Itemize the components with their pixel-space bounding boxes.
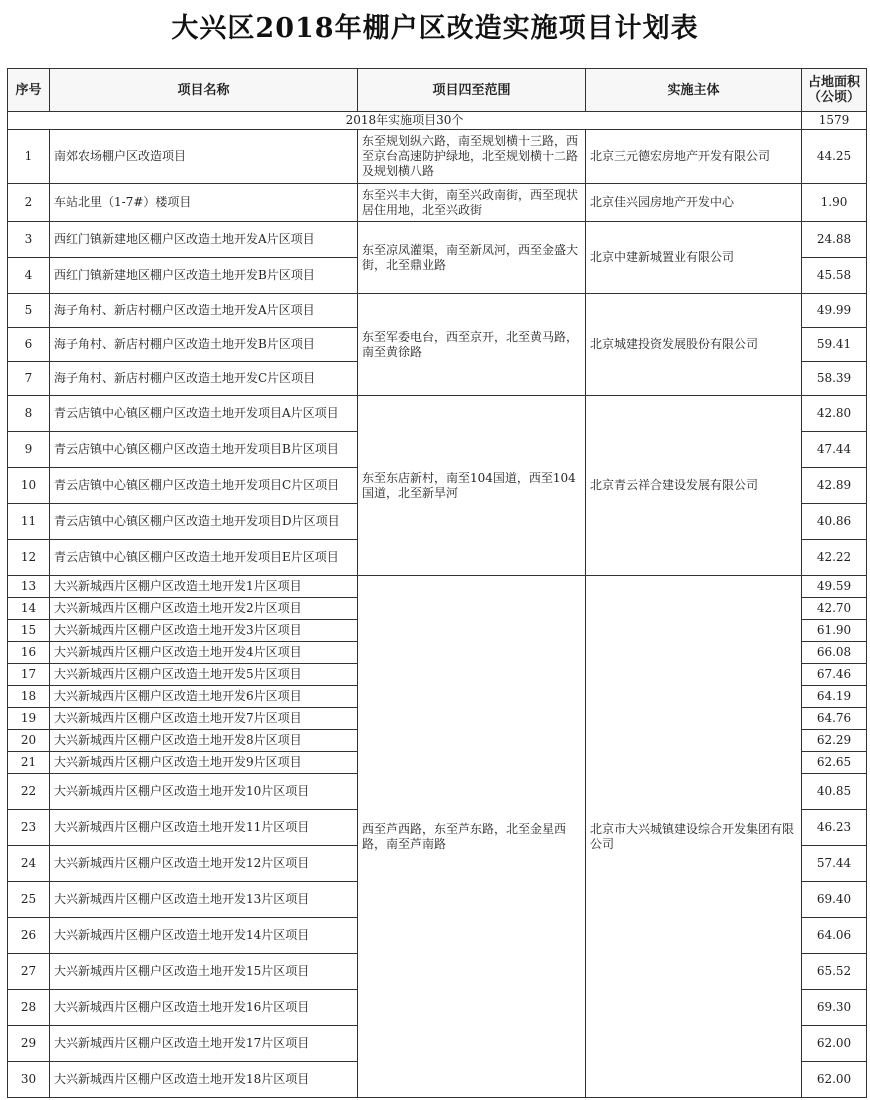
summary-total: 1579 [802, 112, 867, 130]
table-row [8, 184, 867, 222]
row-name: 西红门镇新建地区棚户区改造土地开发B片区项目 [50, 258, 358, 294]
row-name: 海子角村、新店村棚户区改造土地开发C片区项目 [50, 362, 358, 396]
row-name: 大兴新城西片区棚户区改造土地开发3片区项目 [50, 620, 358, 642]
row-name: 大兴新城西片区棚户区改造土地开发8片区项目 [50, 730, 358, 752]
table-row [8, 294, 867, 328]
row-name: 大兴新城西片区棚户区改造土地开发10片区项目 [50, 774, 358, 810]
row-area: 67.46 [802, 664, 867, 686]
project-plan-table [7, 68, 867, 1098]
row-scope: 东至军委电台，西至京开，北至黄马路，南至黄徐路 [358, 294, 586, 396]
row-name: 青云店镇中心镇区棚户区改造土地开发项目A片区项目 [50, 396, 358, 432]
row-name: 大兴新城西片区棚户区改造土地开发11片区项目 [50, 810, 358, 846]
row-no: 28 [8, 990, 50, 1026]
row-area: 46.23 [802, 810, 867, 846]
row-area: 42.70 [802, 598, 867, 620]
page-title: 大兴区2018年棚户区改造实施项目计划表 [171, 13, 699, 44]
row-name: 车站北里（1-7#）楼项目 [50, 184, 358, 222]
row-no: 29 [8, 1026, 50, 1062]
row-area: 40.86 [802, 504, 867, 540]
row-name: 大兴新城西片区棚户区改造土地开发12片区项目 [50, 846, 358, 882]
row-name: 青云店镇中心镇区棚户区改造土地开发项目E片区项目 [50, 540, 358, 576]
row-area: 42.80 [802, 396, 867, 432]
row-no: 20 [8, 730, 50, 752]
row-name: 海子角村、新店村棚户区改造土地开发B片区项目 [50, 328, 358, 362]
row-area: 62.00 [802, 1062, 867, 1098]
row-area: 57.44 [802, 846, 867, 882]
row-area: 69.30 [802, 990, 867, 1026]
table-row [8, 222, 867, 258]
row-name: 海子角村、新店村棚户区改造土地开发A片区项目 [50, 294, 358, 328]
row-area: 45.58 [802, 258, 867, 294]
row-name: 大兴新城西片区棚户区改造土地开发13片区项目 [50, 882, 358, 918]
header-area [802, 69, 867, 112]
row-area: 64.06 [802, 918, 867, 954]
row-area: 64.19 [802, 686, 867, 708]
row-no: 30 [8, 1062, 50, 1098]
row-scope: 东至兴丰大街，南至兴政南街，西至现状居住用地，北至兴政街 [358, 184, 586, 222]
row-entity: 北京城建投资发展股份有限公司 [586, 294, 802, 396]
row-no: 10 [8, 468, 50, 504]
header-area-line1: 占地面积 [807, 75, 860, 90]
row-area: 47.44 [802, 432, 867, 468]
row-entity: 北京中建新城置业有限公司 [586, 222, 802, 294]
row-area: 62.29 [802, 730, 867, 752]
row-no: 13 [8, 576, 50, 598]
row-entity: 北京市大兴城镇建设综合开发集团有限公司 [586, 576, 802, 1098]
row-no: 21 [8, 752, 50, 774]
row-no: 7 [8, 362, 50, 396]
header-row [8, 69, 867, 112]
row-name: 大兴新城西片区棚户区改造土地开发15片区项目 [50, 954, 358, 990]
row-area: 24.88 [802, 222, 867, 258]
header-scope: 项目四至范围 [358, 69, 586, 112]
row-scope: 西至芦西路，东至芦东路，北至金星西路，南至芦南路 [358, 576, 586, 1098]
row-no: 14 [8, 598, 50, 620]
table-row [8, 396, 867, 432]
row-no: 11 [8, 504, 50, 540]
row-area: 44.25 [802, 130, 867, 184]
summary-label: 2018年实施项目30个 [8, 112, 802, 130]
row-area: 64.76 [802, 708, 867, 730]
row-area: 40.85 [802, 774, 867, 810]
row-name: 大兴新城西片区棚户区改造土地开发18片区项目 [50, 1062, 358, 1098]
row-no: 16 [8, 642, 50, 664]
row-name: 大兴新城西片区棚户区改造土地开发5片区项目 [50, 664, 358, 686]
row-no: 26 [8, 918, 50, 954]
row-no: 24 [8, 846, 50, 882]
row-no: 19 [8, 708, 50, 730]
row-area: 62.00 [802, 1026, 867, 1062]
row-no: 6 [8, 328, 50, 362]
row-name: 大兴新城西片区棚户区改造土地开发17片区项目 [50, 1026, 358, 1062]
row-no: 8 [8, 396, 50, 432]
row-name: 大兴新城西片区棚户区改造土地开发9片区项目 [50, 752, 358, 774]
row-no: 15 [8, 620, 50, 642]
row-name: 西红门镇新建地区棚户区改造土地开发A片区项目 [50, 222, 358, 258]
header-name: 项目名称 [50, 69, 358, 112]
row-no: 5 [8, 294, 50, 328]
header-no: 序号 [8, 69, 50, 112]
row-entity: 北京三元德宏房地产开发有限公司 [586, 130, 802, 184]
row-no: 12 [8, 540, 50, 576]
header-entity: 实施主体 [586, 69, 802, 112]
row-name: 南郊农场棚户区改造项目 [50, 130, 358, 184]
row-no: 4 [8, 258, 50, 294]
row-area: 49.99 [802, 294, 867, 328]
row-no: 1 [8, 130, 50, 184]
row-name: 大兴新城西片区棚户区改造土地开发14片区项目 [50, 918, 358, 954]
row-scope: 东至东店新村，南至104国道，西至104国道，北至新旱河 [358, 396, 586, 576]
table-row [8, 576, 867, 598]
row-name: 大兴新城西片区棚户区改造土地开发4片区项目 [50, 642, 358, 664]
row-entity: 北京青云祥合建设发展有限公司 [586, 396, 802, 576]
row-name: 大兴新城西片区棚户区改造土地开发7片区项目 [50, 708, 358, 730]
row-area: 69.40 [802, 882, 867, 918]
table-row [8, 130, 867, 184]
summary-row [8, 112, 867, 130]
row-no: 27 [8, 954, 50, 990]
row-scope: 东至凉凤灌渠，南至新凤河，西至金盛大街，北至鼎业路 [358, 222, 586, 294]
row-no: 3 [8, 222, 50, 258]
row-area: 42.22 [802, 540, 867, 576]
row-area: 65.52 [802, 954, 867, 990]
row-name: 青云店镇中心镇区棚户区改造土地开发项目C片区项目 [50, 468, 358, 504]
row-area: 58.39 [802, 362, 867, 396]
row-no: 18 [8, 686, 50, 708]
row-no: 22 [8, 774, 50, 810]
row-no: 9 [8, 432, 50, 468]
row-name: 大兴新城西片区棚户区改造土地开发2片区项目 [50, 598, 358, 620]
row-no: 2 [8, 184, 50, 222]
row-scope: 东至规划纵六路，南至规划横十三路，西至京台高速防护绿地，北至规划横十二路及规划横八路 [358, 130, 586, 184]
row-name: 青云店镇中心镇区棚户区改造土地开发项目D片区项目 [50, 504, 358, 540]
row-name: 大兴新城西片区棚户区改造土地开发16片区项目 [50, 990, 358, 1026]
row-entity: 北京佳兴园房地产开发中心 [586, 184, 802, 222]
row-area: 62.65 [802, 752, 867, 774]
row-area: 1.90 [802, 184, 867, 222]
header-area-line2: （公顷） [807, 90, 860, 105]
row-no: 25 [8, 882, 50, 918]
row-area: 59.41 [802, 328, 867, 362]
row-area: 49.59 [802, 576, 867, 598]
row-name: 大兴新城西片区棚户区改造土地开发1片区项目 [50, 576, 358, 598]
row-area: 61.90 [802, 620, 867, 642]
row-area: 42.89 [802, 468, 867, 504]
row-no: 23 [8, 810, 50, 846]
row-name: 青云店镇中心镇区棚户区改造土地开发项目B片区项目 [50, 432, 358, 468]
row-no: 17 [8, 664, 50, 686]
row-name: 大兴新城西片区棚户区改造土地开发6片区项目 [50, 686, 358, 708]
row-area: 66.08 [802, 642, 867, 664]
